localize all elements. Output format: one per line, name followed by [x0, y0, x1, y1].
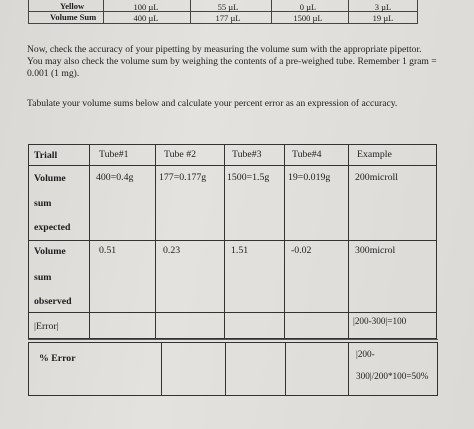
yellow-tube3: 0 µL [299, 2, 317, 12]
percent-error-example-line2: 300|/200*100=50% [356, 371, 429, 381]
expected-label-line1: Volume [34, 173, 66, 184]
observed-tube2: 0.23 [163, 245, 181, 256]
expected-label-line2: sum [34, 198, 52, 209]
header-tube4: Tube#4 [292, 149, 322, 160]
observed-example: 300microl [355, 245, 396, 256]
volume-sum-tube1: 400 µL [133, 13, 159, 23]
volume-sum-label: Volume Sum [50, 12, 97, 22]
header-trial: Triall [34, 150, 58, 161]
yellow-tube2: 55 µL [217, 2, 239, 12]
header-tube1: Tube#1 [99, 149, 129, 160]
observed-tube4: -0.02 [291, 245, 312, 256]
expected-tube2: 177=0.177g [159, 172, 207, 183]
observed-label-line1: Volume [34, 246, 66, 257]
yellow-label: Yellow [60, 1, 85, 11]
expected-label-line3: expected [34, 222, 71, 233]
expected-tube4: 19=0.019g [288, 172, 331, 183]
yellow-tube4: 3 µL [374, 2, 392, 12]
table-divider [28, 339, 438, 340]
volume-sum-tube3: 1500 µL [293, 13, 323, 23]
volume-sum-tube4: 19 µL [372, 13, 394, 23]
yellow-tube1: 100 µL [133, 2, 159, 12]
error-label: |Error| [34, 321, 59, 332]
header-tube3: Tube#3 [232, 149, 262, 160]
volume-table-top [28, 0, 418, 24]
error-example: |200-300|=100 [353, 316, 407, 326]
percent-error-label: % Error [39, 353, 76, 364]
observed-tube3: 1.51 [231, 245, 249, 256]
instruction-paragraph: Now, check the accuracy of your pipetting by measuring the volume sum with the appropriate pipettor. You may also check the volume sum by weighing the contents of a pre-weighed tube. Remember 1 gram = 0.001 (1 mg). [27, 44, 437, 79]
volume-sum-tube2: 177 µL [215, 13, 241, 23]
header-tube2: Tube #2 [164, 149, 197, 160]
observed-label-line2: sum [34, 272, 52, 283]
volume-sums-table [28, 144, 437, 339]
percent-error-table [28, 342, 438, 396]
observed-tube1: 0.51 [99, 245, 117, 256]
expected-tube1: 400=0.4g [96, 172, 134, 183]
tabulate-instruction: Tabulate your volume sums below and calculate your percent error as an expression of accuracy. [27, 98, 398, 109]
expected-example: 200microll [355, 172, 398, 183]
header-example: Example [357, 149, 392, 160]
expected-tube3: 1500=1.5g [227, 172, 270, 183]
observed-label-line3: observed [34, 296, 72, 307]
percent-error-example-line1: |200- [356, 349, 375, 359]
